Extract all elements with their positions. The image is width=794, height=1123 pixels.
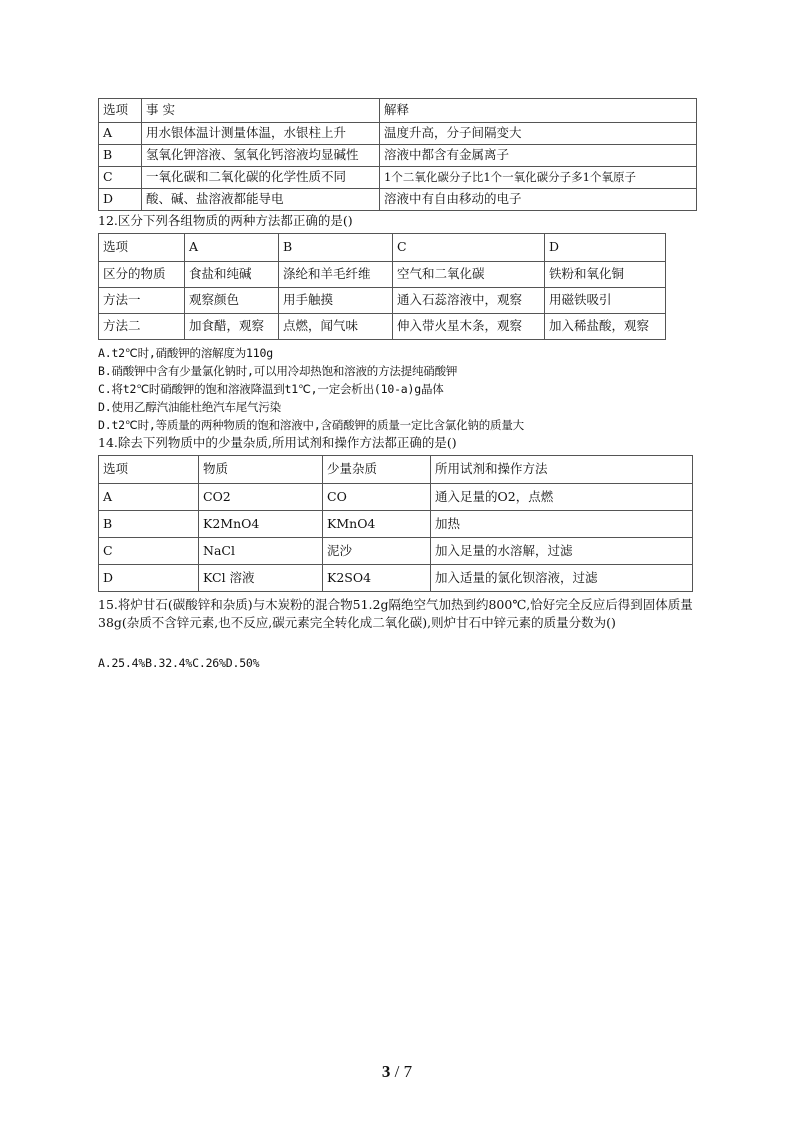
table-cell: D [99, 565, 199, 592]
table-cell: 加入适量的氯化钡溶液，过滤 [431, 565, 693, 592]
table-cell: C [393, 234, 545, 262]
table-cell: 加食醋，观察 [185, 314, 279, 340]
table-cell: 1个二氧化碳分子比1个一氧化碳分子多1个氧原子 [380, 167, 697, 189]
table-header-cell: 选项 [99, 99, 142, 123]
table-row [99, 189, 697, 211]
table-cell: B [99, 145, 142, 167]
table-cell: D [545, 234, 666, 262]
facts-table [98, 98, 697, 211]
table-row [99, 288, 666, 314]
table-cell: D [99, 189, 142, 211]
table-cell: 用磁铁吸引 [545, 288, 666, 314]
table-row [99, 565, 693, 592]
option-line: D.使用乙醇汽油能杜绝汽车尾气污染 [98, 400, 281, 414]
table-cell: 观察颜色 [185, 288, 279, 314]
table-cell: 通入石蕊溶液中，观察 [393, 288, 545, 314]
table-cell: 用水银体温计测量体温，水银柱上升 [142, 123, 380, 145]
table-cell: 点燃，闻气味 [279, 314, 393, 340]
table-cell: 氢氧化钾溶液、氢氧化钙溶液均显碱性 [142, 145, 380, 167]
question-12-stem: 12.区分下列各组物质的两种方法都正确的是() [98, 213, 353, 228]
table-header-cell: 物质 [199, 456, 323, 484]
table-cell: 铁粉和氧化铜 [545, 262, 666, 288]
table-header-cell: 所用试剂和操作方法 [431, 456, 693, 484]
table-cell: 选项 [99, 234, 185, 262]
table-cell: 区分的物质 [99, 262, 185, 288]
table-header-cell: 选项 [99, 456, 199, 484]
table-header-cell: 事 实 [142, 99, 380, 123]
table-cell: B [279, 234, 393, 262]
table-cell: 加入稀盐酸，观察 [545, 314, 666, 340]
table-cell: 涤纶和羊毛纤维 [279, 262, 393, 288]
table-row [99, 538, 693, 565]
page-separator: / [390, 1062, 404, 1081]
q12-table [98, 233, 666, 340]
table-row [99, 123, 697, 145]
table-cell: 溶液中都含有金属离子 [380, 145, 697, 167]
page-number [0, 1062, 794, 1082]
table-cell: 空气和二氧化碳 [393, 262, 545, 288]
table-cell: B [99, 511, 199, 538]
table-cell: A [99, 123, 142, 145]
table-cell: 伸入带火星木条，观察 [393, 314, 545, 340]
table-cell: 食盐和纯碱 [185, 262, 279, 288]
q14-table [98, 455, 693, 592]
table-row [99, 145, 697, 167]
table-cell: 加入足量的水溶解，过滤 [431, 538, 693, 565]
table-row [99, 314, 666, 340]
table-cell: A [99, 484, 199, 511]
table-cell: CO2 [199, 484, 323, 511]
option-line: B.硝酸钾中含有少量氯化钠时,可以用冷却热饱和溶液的方法提纯硝酸钾 [98, 364, 458, 378]
option-line: C.将t2℃时硝酸钾的饱和溶液降温到t1℃,一定会析出(10-a)g晶体 [98, 382, 444, 396]
table-cell: 用手触摸 [279, 288, 393, 314]
table-cell: 溶液中有自由移动的电子 [380, 189, 697, 211]
table-cell: 泥沙 [323, 538, 431, 565]
option-line: D.t2℃时,等质量的两种物质的饱和溶液中,含硝酸钾的质量一定比含氯化钠的质量大 [98, 418, 524, 432]
table-cell: 通入足量的O2，点燃 [431, 484, 693, 511]
table-cell: NaCl [199, 538, 323, 565]
option-line: A.t2℃时,硝酸钾的溶解度为110g [98, 346, 273, 360]
table-cell: K2MnO4 [199, 511, 323, 538]
page-total: 7 [403, 1062, 413, 1081]
table-cell: KCl 溶液 [199, 565, 323, 592]
table-cell: 酸、碱、盐溶液都能导电 [142, 189, 380, 211]
table-header-cell: 少量杂质 [323, 456, 431, 484]
table-cell: 加热 [431, 511, 693, 538]
question-15-options: A.25.4%B.32.4%C.26%D.50% [98, 656, 260, 670]
table-cell: 温度升高，分子间隔变大 [380, 123, 697, 145]
table-header-row [99, 456, 693, 484]
page-current: 3 [381, 1062, 391, 1081]
table-cell: KMnO4 [323, 511, 431, 538]
table-cell: 方法二 [99, 314, 185, 340]
table-row [99, 234, 666, 262]
table-row [99, 484, 693, 511]
question-15-stem: 15.将炉甘石(碳酸锌和杂质)与木炭粉的混合物51.2g隔绝空气加热到约800℃,恰好完全反应后得到固体质量38g(杂质不含锌元素,也不反应,碳元素完全转化成二氧化碳),则炉甘石中锌元素的质量分数为() [98, 597, 693, 630]
table-cell: A [185, 234, 279, 262]
table-cell: 方法一 [99, 288, 185, 314]
table-cell: 一氧化碳和二氧化碳的化学性质不同 [142, 167, 380, 189]
table-cell: CO [323, 484, 431, 511]
table-cell: K2SO4 [323, 565, 431, 592]
table-row [99, 511, 693, 538]
table-cell: C [99, 538, 199, 565]
question-14-stem: 14.除去下列物质中的少量杂质,所用试剂和操作方法都正确的是() [98, 435, 457, 450]
table-cell: C [99, 167, 142, 189]
table-header-cell: 解释 [380, 99, 697, 123]
table-row [99, 167, 697, 189]
table-row [99, 262, 666, 288]
table-header-row [99, 99, 697, 123]
